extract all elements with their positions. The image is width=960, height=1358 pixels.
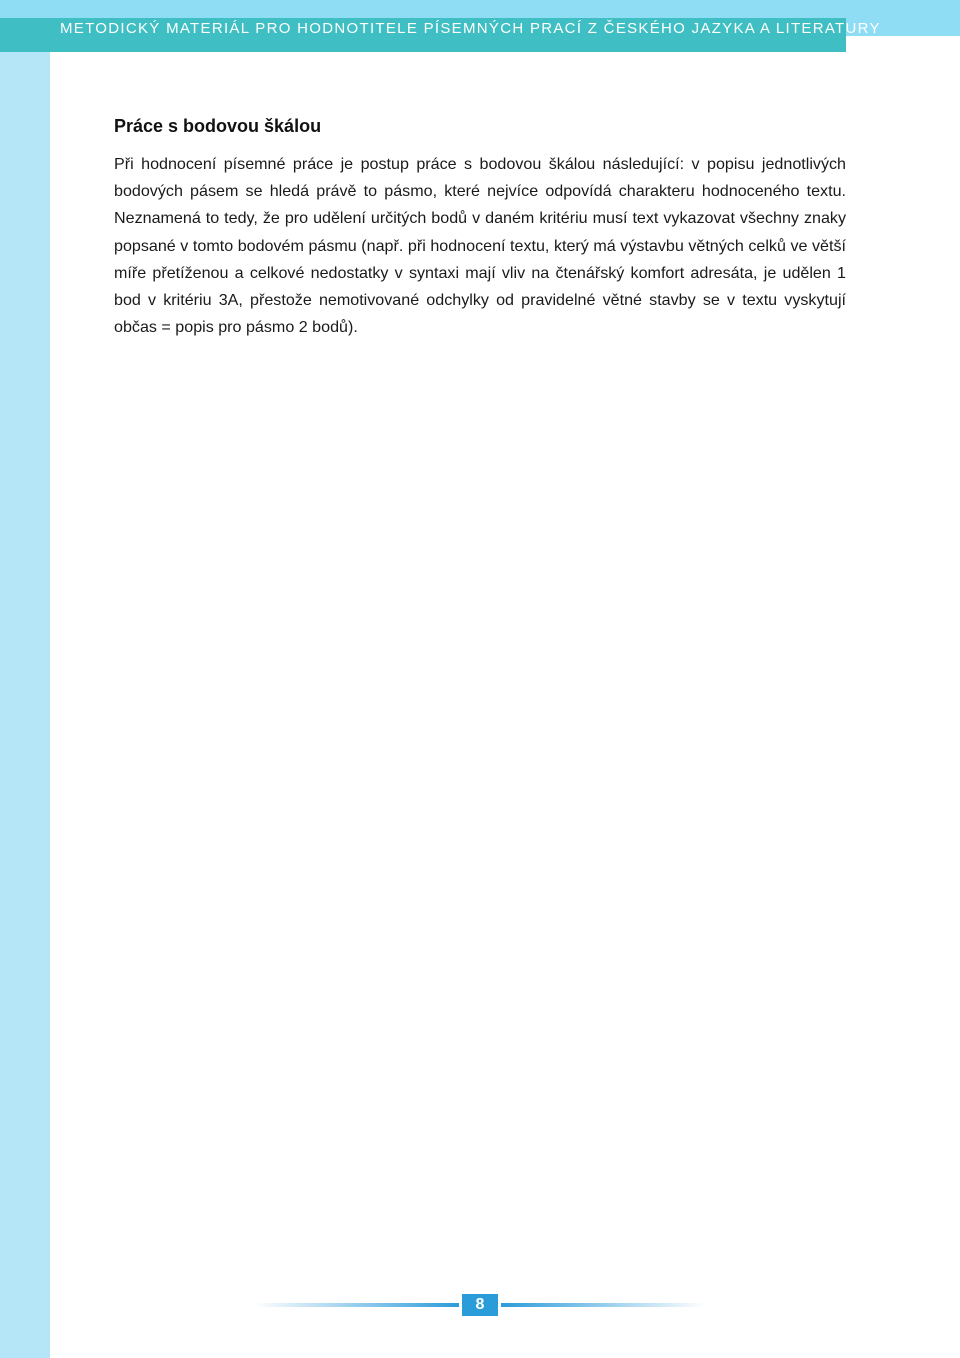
footer-line-left <box>254 1303 459 1307</box>
section-title: Práce s bodovou škálou <box>114 116 322 136</box>
page-number: 8 <box>462 1294 498 1316</box>
body-paragraph: Při hodnocení písemné práce je postup práce s bodovou škálou následující: v popisu jednotlivých bodových pásem se hledá právě to pásmo, které nejvíce odpovídá charakteru hodnoceného textu. Neznamená to tedy, že pro udělení určitých bodů v daném kritériu musí text vykazovat všechny znaky popsané v tomto bodovém pásmu (např. při hodnocení textu, který má výstavbu větných celků ve větší míře přetíženou a celkové nedostatky v syntaxi mají vliv na čtenářský komfort adresáta, je udělen 1 bod v kritériu 3A, přestože nemotivované odchylky od pravidelné větné stavby se v textu vyskytují občas = popis pro pásmo 2 bodů). <box>114 155 846 337</box>
page-footer <box>254 1294 706 1316</box>
footer-line-right <box>501 1303 706 1307</box>
running-header: METODICKÝ MATERIÁL PRO HODNOTITELE PÍSEMNÝCH PRACÍ Z ČESKÉHO JAZYKA A LITERATURY <box>60 20 881 37</box>
left-decorative-stripe <box>0 0 50 1358</box>
